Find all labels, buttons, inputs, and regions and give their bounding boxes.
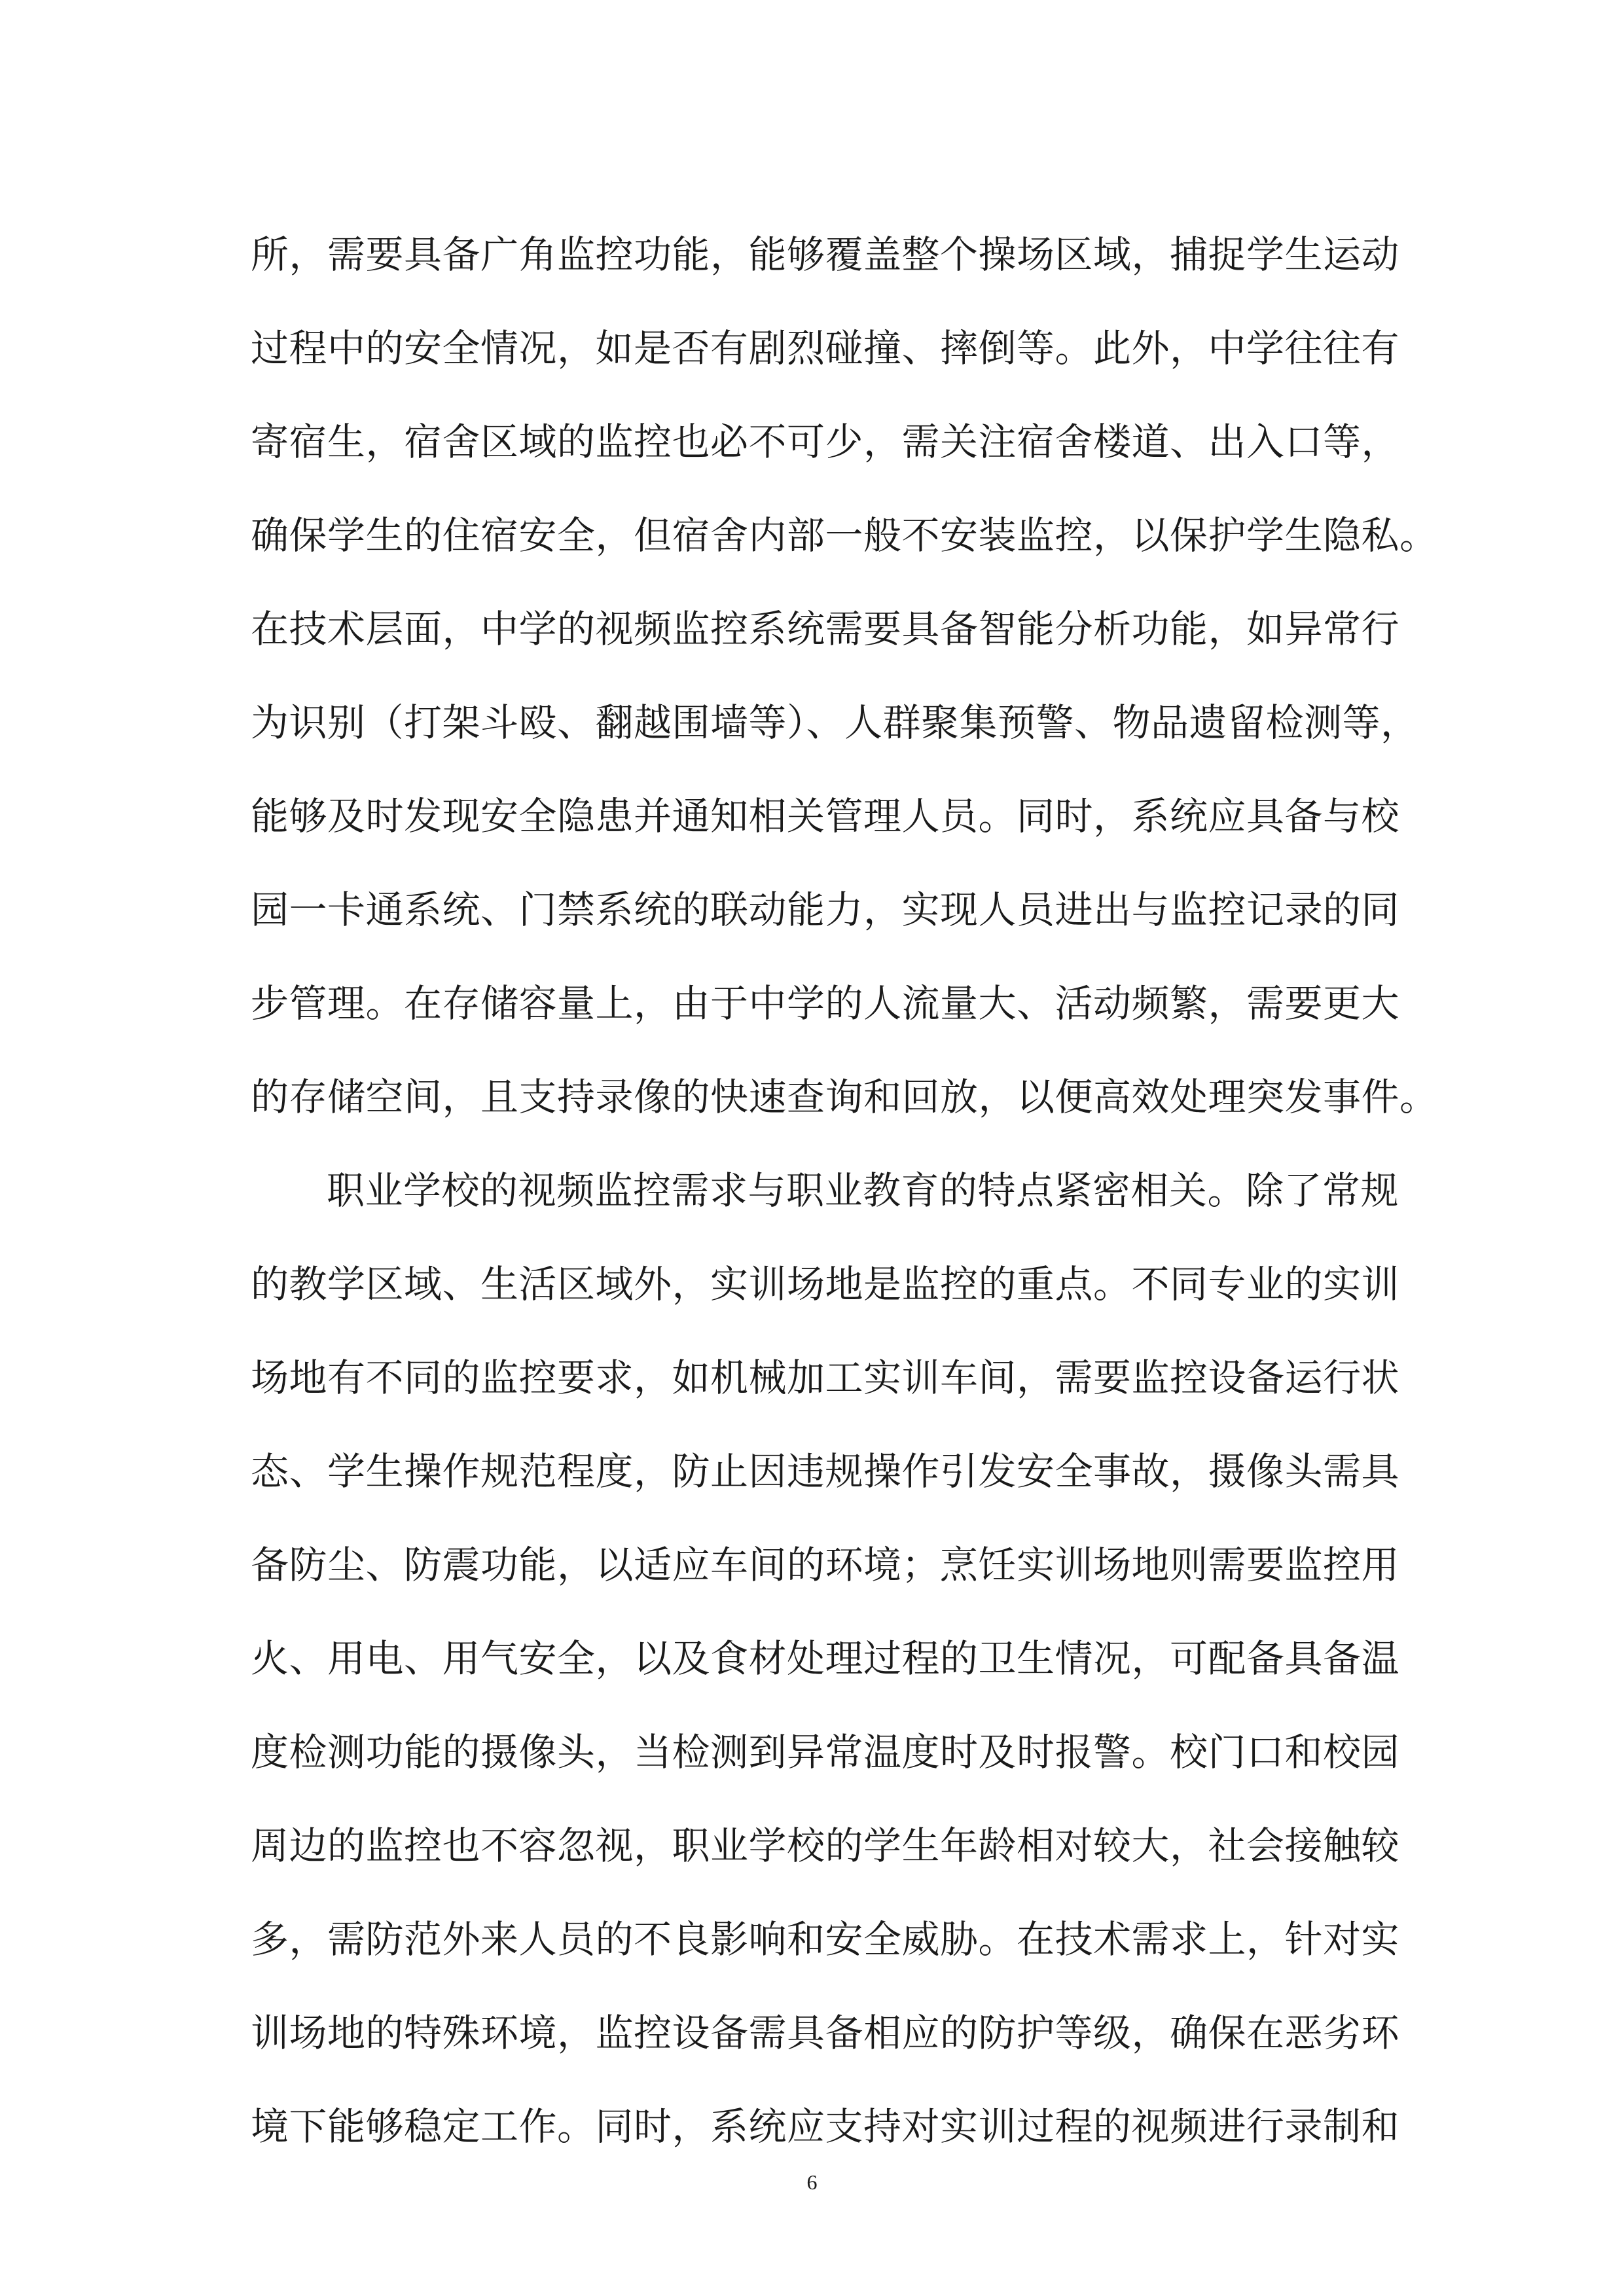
text-line: 步管理。在存储容量上，由于中学的人流量大、活动频繁，需要更大	[251, 981, 1400, 1026]
text-line: 周边的监控也不容忽视，职业学校的学生年龄相对较大，社会接触较	[251, 1823, 1400, 1868]
text-line: 在技术层面，中学的视频监控系统需要具备智能分析功能，如异常行	[251, 607, 1400, 651]
page-number: 6	[806, 2170, 818, 2194]
text-line: 能够及时发现安全隐患并通知相关管理人员。同时，系统应具备与校	[251, 794, 1400, 838]
text-line: 确保学生的住宿安全，但宿舍内部一般不安装监控，以保护学生隐私。	[251, 513, 1438, 558]
text-line: 火、用电、用气安全，以及食材处理过程的卫生情况，可配备具备温	[251, 1636, 1400, 1681]
text-line: 过程中的安全情况，如是否有剧烈碰撞、摔倒等。此外，中学往往有	[251, 326, 1400, 370]
body-text	[251, 208, 1438, 2174]
text-line: 的存储空间，且支持录像的快速查询和回放，以便高效处理突发事件。	[251, 1075, 1438, 1119]
text-line: 园一卡通系统、门禁系统的联动能力，实现人员进出与监控记录的同	[251, 888, 1400, 932]
text-line: 职业学校的视频监控需求与职业教育的特点紧密相关。除了常规	[327, 1168, 1399, 1213]
text-line: 训场地的特殊环境，监控设备需具备相应的防护等级，确保在恶劣环	[251, 2011, 1400, 2055]
text-line: 场地有不同的监控要求，如机械加工实训车间，需要监控设备运行状	[251, 1355, 1400, 1400]
text-line: 备防尘、防震功能，以适应车间的环境；烹饪实训场地则需要监控用	[251, 1543, 1400, 1587]
paragraph-1	[251, 208, 1438, 1144]
text-line: 所，需要具备广角监控功能，能够覆盖整个操场区域，捕捉学生运动	[251, 232, 1400, 277]
text-line: 为识别（打架斗殴、翻越围墙等）、人群聚集预警、物品遗留检测等，	[251, 700, 1419, 745]
text-line: 多，需防范外来人员的不良影响和安全威胁。在技术需求上，针对实	[251, 1917, 1400, 1962]
text-line: 度检测功能的摄像头，当检测到异常温度时及时报警。校门口和校园	[251, 1730, 1400, 1774]
text-line: 寄宿生，宿舍区域的监控也必不可少，需关注宿舍楼道、出入口等，	[251, 420, 1400, 464]
text-line: 境下能够稳定工作。同时，系统应支持对实训过程的视频进行录制和	[251, 2104, 1400, 2149]
text-line: 的教学区域、生活区域外，实训场地是监控的重点。不同专业的实训	[251, 1262, 1400, 1306]
text-line: 态、学生操作规范程度，防止因违规操作引发安全事故，摄像头需具	[251, 1449, 1400, 1494]
paragraph-2	[251, 1144, 1400, 2174]
